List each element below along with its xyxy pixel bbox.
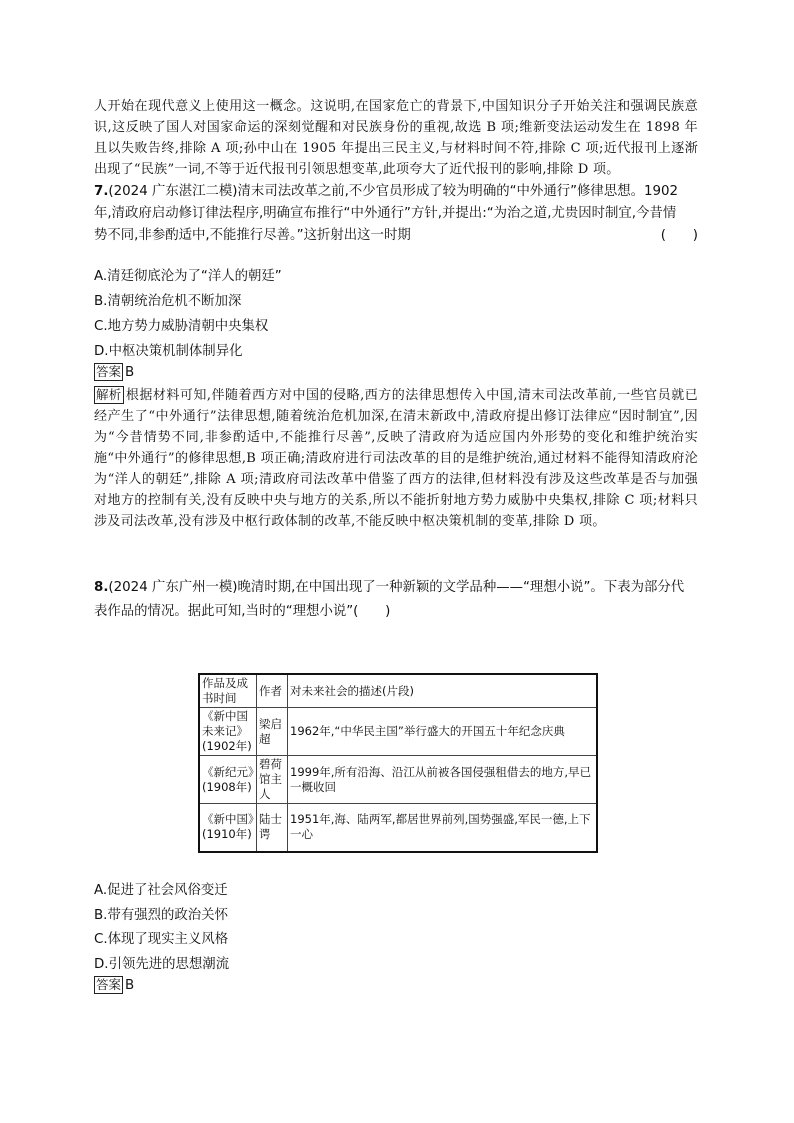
q7-stem-line1	[94, 181, 698, 203]
q7-answer-line	[94, 362, 698, 384]
table-cell: 1962年,“中华民主国”举行盛大的开国五十年纪念庆典	[288, 708, 598, 756]
table-cell: 陆士谔	[257, 804, 288, 852]
q7-answer-value: B	[125, 365, 135, 380]
table-cell: 《新中国未来记》(1902年)	[199, 708, 257, 756]
table-cell: 碧荷馆主人	[257, 756, 288, 804]
works-table	[198, 673, 598, 853]
q7-answer-tag: 答案	[96, 364, 122, 379]
q7-analysis-tag: 解析	[96, 387, 122, 402]
q7-option-d: D.中枢决策机制体制异化	[94, 344, 243, 359]
table-header-cell: 作者	[257, 674, 288, 708]
previous-analysis-text: 人开始在现代意义上使用这一概念。这说明,在国家危亡的背景下,中国知识分子开始关注和强调民族意识,这反映了国人对国家命运的深刻觉醒和对民族身份的重视,故选 B 项;维新变法运动发生在 1898 年且以失败告终,排除 A 项;孙中山在 1905 年提出三民主义,与材料时间不符,排除 C 项;近代报刊上逐渐出现了“民族”一词,不等于近代报刊引领思想变革,此项夸大了近代报刊的影响,排除 D 项。	[94, 99, 698, 177]
q8-answer-tag: 答案	[96, 977, 122, 992]
q8-stem-line2: 表作品的情况。据此可知,当时的“理想小说”( )	[94, 604, 391, 619]
q8-answer-line	[94, 975, 698, 997]
table-header-cell: 作品及成书时间	[199, 674, 257, 708]
q7-stem-text-3: 势不同,非参酌适中,不能推行尽善。”这折射出这一时期	[94, 228, 411, 243]
table-cell: 1951年,海、陆两军,都居世界前列,国势强盛,军民一德,上下一心	[288, 804, 598, 852]
q7-stem-line3	[94, 225, 698, 247]
q7-option-a: A.清廷彻底沦为了“洋人的朝廷”	[94, 269, 282, 284]
q8-stem-text-1: (2024 广东广州一模)晚清时期,在中国出现了一种新颖的文学品种——“理想小说”。下表为部分代	[108, 580, 685, 595]
q8-stem-line1	[94, 577, 698, 599]
q8-option-b: B.带有强烈的政治关怀	[94, 908, 228, 923]
q7-answer-paren: ( )	[660, 228, 698, 243]
q8-option-d: D.引领先进的思想潮流	[94, 957, 230, 972]
q7-analysis	[94, 385, 698, 532]
table-cell: 梁启超	[257, 708, 288, 756]
table-header-cell: 对未来社会的描述(片段)	[288, 674, 598, 708]
q7-analysis-text: 根据材料可知,伴随着西方对中国的侵略,西方的法律思想传入中国,清末司法改革前,一些官员就已经产生了“中外通行”法律思想,随着统治危机加深,在清末新政中,清政府提出修订法律应“因时制宜”,因为“今昔情势不同,非参酌适中,不能推行尽善”,反映了清政府为适应国内外形势的变化和维护统治实施“中外通行”的修律思想,B 项正确;清政府进行司法改革的目的是维护统治,通过材料不能得知清政府沦为“洋人的朝廷”,排除 A 项;清政府司法改革中借鉴了西方的法律,但材料没有涉及这些改革是否与加强对地方的控制有关,没有反映中央与地方的关系,所以不能折射地方势力威胁中央集权,排除 C 项;材料只涉及司法改革,没有涉及中枢行政体制的改革,不能反映中枢决策机制的变革,排除 D 项。	[94, 388, 698, 529]
q8-option-a: A.促进了社会风俗变迁	[94, 883, 228, 898]
q8-answer-value: B	[125, 978, 135, 993]
table-row	[199, 756, 597, 804]
q7-option-b: B.清朝统治危机不断加深	[94, 294, 242, 309]
table-row	[199, 708, 597, 756]
q7-stem-text-1: (2024 广东湛江二模)清末司法改革之前,不少官员形成了较为明确的“中外通行”修律思想。1902	[108, 184, 679, 199]
q8-number: 8.	[94, 580, 109, 595]
q7-stem-line2: 年,清政府启动修订律法程序,明确宣布推行“中外通行”方针,并提出:“为治之道,尤贵因时制宜,今昔情	[94, 206, 677, 221]
table-row	[199, 804, 597, 852]
q7-option-c: C.地方势力威胁清朝中央集权	[94, 319, 269, 334]
q7-number: 7.	[94, 184, 109, 199]
q8-option-c: C.体现了现实主义风格	[94, 932, 229, 947]
table-cell: 《新纪元》(1908年)	[199, 756, 257, 804]
table-cell: 1999年,所有沿海、沿江从前被各国侵强租借去的地方,早已一概收回	[288, 756, 598, 804]
table-header-row	[199, 674, 597, 708]
table-cell: 《新中国》(1910年)	[199, 804, 257, 852]
